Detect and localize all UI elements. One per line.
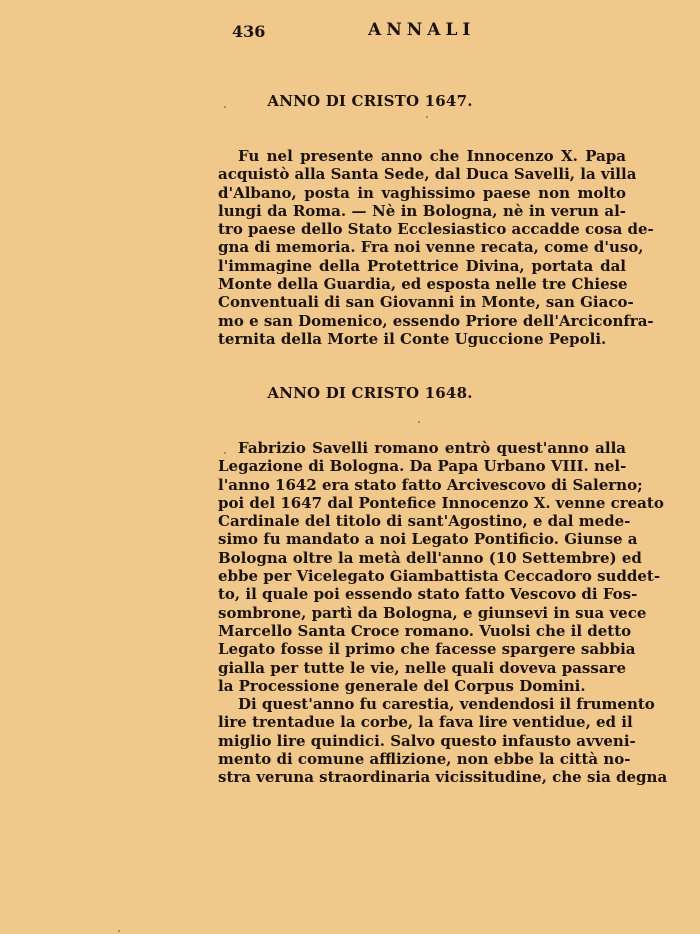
text-line: mento di comune afflizione, non ebbe la città no-: [218, 750, 631, 769]
running-title: ANNALI: [368, 20, 476, 40]
paper-speck: [118, 930, 120, 932]
paper-speck: [426, 116, 428, 118]
text-line: ebbe per Vicelegato Giambattista Ceccadoro suddet-: [218, 567, 661, 586]
text-line: mo e san Domenico, essendo Priore dell'Arciconfra-: [218, 311, 654, 330]
section-heading-1647: [0, 92, 700, 110]
text-line: Bologna oltre la metà dell'anno (10 Settembre) ed: [218, 548, 642, 567]
page-number: 436: [232, 22, 266, 41]
text-line: to, il quale poi essendo stato fatto Vescovo di Fos-: [218, 585, 638, 604]
text-line: acquistò alla Santa Sede, dal Duca Savelli, la villa: [218, 165, 637, 184]
text-line: Legato fosse il primo che facesse spargere sabbia: [218, 640, 636, 659]
text-line: simo fu mandato a noi Legato Pontificio. Giunse a: [218, 530, 638, 549]
section-heading-1648: [0, 384, 700, 402]
text-line: Cardinale del titolo di sant'Agostino, e dal mede-: [218, 512, 631, 531]
text-line: Marcello Santa Croce romano. Vuolsi che il detto: [218, 621, 632, 640]
text-line: la Processione generale del Corpus Domini.: [218, 676, 586, 695]
text-line: sombrone, partì da Bologna, e giunsevi in sua vece: [218, 603, 647, 622]
text-line: ternita della Morte il Conte Uguccione Pepoli.: [218, 329, 607, 348]
text-line: Fabrizio Savelli romano entrò quest'anno alla: [238, 439, 626, 457]
section-body-1647: [218, 147, 654, 348]
text-line: stra veruna straordinaria vicissitudine, che sia degna: [218, 768, 668, 787]
text-line: Fu nel presente anno che Innocenzo X. Papa: [238, 147, 626, 165]
paper-speck: [224, 106, 226, 108]
section-heading-text: ANNO DI CRISTO 1648.: [267, 384, 473, 402]
text-line: Conventuali di san Giovanni in Monte, san Giaco-: [218, 293, 634, 312]
text-line: gialla per tutte le vie, nelle quali doveva passare: [218, 658, 626, 677]
text-line: lire trentadue la corbe, la fava lire ventidue, ed il: [218, 713, 633, 732]
text-line: d'Albano, posta in vaghissimo paese non molto: [218, 183, 626, 202]
paper-speck: [418, 421, 420, 423]
running-header: [232, 20, 482, 44]
section-body-1648: [218, 439, 668, 787]
text-line: l'immagine della Protettrice Divina, portata dal: [218, 256, 626, 275]
text-line: miglio lire quindici. Salvo questo infausto avveni-: [218, 731, 636, 750]
paper-speck: [224, 452, 226, 454]
text-line: gna di memoria. Fra noi venne recata, come d'uso,: [218, 238, 644, 257]
text-line: Monte della Guardia, ed esposta nelle tre Chiese: [218, 275, 628, 294]
section-heading-text: ANNO DI CRISTO 1647.: [267, 92, 473, 110]
text-line: tro paese dello Stato Ecclesiastico accadde cosa de-: [218, 220, 654, 239]
text-line: Di quest'anno fu carestia, vendendosi il frumento: [238, 695, 655, 714]
text-line: l'anno 1642 era stato fatto Arcivescovo di Salerno;: [218, 475, 643, 494]
text-line: Legazione di Bologna. Da Papa Urbano VIII. nel-: [218, 457, 627, 476]
text-line: lungi da Roma. — Nè in Bologna, nè in verun al-: [218, 201, 626, 220]
text-line: poi del 1647 dal Pontefice Innocenzo X. venne creato: [218, 493, 664, 512]
